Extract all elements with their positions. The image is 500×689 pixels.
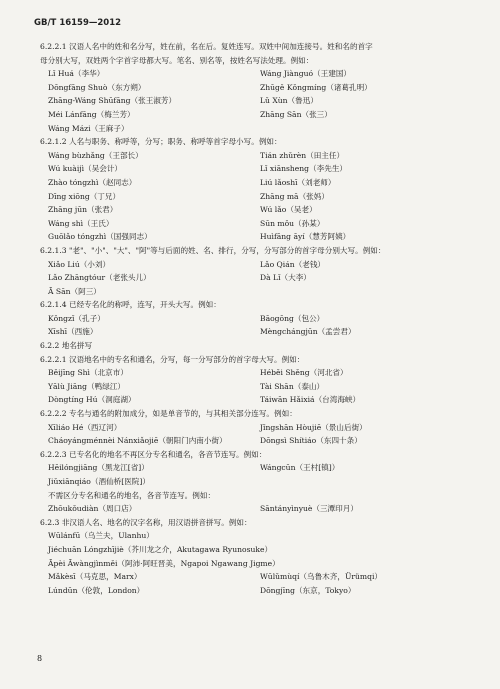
example-item: Dòngtíng Hú（洞庭湖） <box>48 395 136 405</box>
paragraph-line: 6.2.2.3 已专名化的地名不再区分专名和通名，各音节连写。例如： <box>40 449 267 459</box>
example-item: Lǐ xiānsheng（李先生） <box>260 164 348 174</box>
example-item: Dà Lǐ（大李） <box>260 273 311 283</box>
example-item: Wáng Jiànguó（王建国） <box>260 69 352 79</box>
example-item: Bāogōng（包公） <box>260 313 325 323</box>
example-item: Dōngjīng（东京，Tokyo） <box>260 585 356 595</box>
example-item: Jiǔxiānqiáo（酒仙桥[医院]） <box>48 477 150 486</box>
example-item: Dōngsì Shítiáo（东四十条） <box>260 436 362 446</box>
example-item: Guōlǎo tóngzhì（国强同志） <box>48 232 152 242</box>
example-item <box>252 475 470 489</box>
example-grid <box>40 502 470 516</box>
example-grid <box>40 312 470 339</box>
example-item: Sūn mǒu（孙某） <box>260 218 325 228</box>
paragraph-line: 6.2.3 非汉语人名、地名的汉字名称，用汉语拼音拼写。例如： <box>40 517 252 527</box>
example-item: Ā Sān（阿三） <box>48 286 101 296</box>
example-item: Běijīng Shì（北京市） <box>48 368 128 378</box>
example-item: Lǔ Xùn（鲁迅） <box>260 96 318 106</box>
example-item: Xiǎo Liú（小刘） <box>48 259 111 269</box>
example-item: Liú lǎoshī（刘老师） <box>260 177 336 187</box>
example-item: Zhāng-Wáng Shūfāng（张王淑芳） <box>48 96 177 106</box>
example-item: Méi Lánfāng（梅兰芳） <box>48 109 135 119</box>
paragraph-line: 6.2.1.3 "老"、"小"、"大"、"阿"等与后面的姓、名、排行，分写，分写部分的首字母分别大写。例如： <box>40 245 386 255</box>
example-item: Xīshī（西施） <box>48 327 98 337</box>
paragraph-line: 不需区分专名和通名的地名，各音节连写。例如： <box>48 490 216 500</box>
example-item: Wūlánfū（乌兰夫，Ulanhu） <box>48 531 154 541</box>
paragraph-line: 6.2.1.2 人名与职务、称呼等，分写；职务、称呼等首字母小写。例如： <box>40 137 282 147</box>
example-item: Hēilóngjiāng（黑龙江[省]） <box>48 463 149 473</box>
example-item: Jǐngshān Hòujiē（景山后街） <box>260 422 367 432</box>
paragraph-line: 6.2.2.2 专名与通名的附加成分，如是单音节的，与其相关部分连写。例如： <box>40 409 297 419</box>
example-item: Mǎkèsī（马克思，Marx） <box>48 572 142 582</box>
example-item: Huìfāng āyí（慧芳阿姨） <box>260 232 351 242</box>
example-item: Yālù Jiāng（鸭绿江） <box>48 381 125 391</box>
example-item: Táiwān Hǎixiá（台湾海峡） <box>260 395 361 405</box>
paragraph-line: 6.2.2.1 汉语地名中的专名和通名，分写，每一分写部分的首字母大写。例如： <box>40 354 305 364</box>
example-item: Cháoyángménnèi Nánxiǎojiē（朝阳门内南小街） <box>48 436 227 446</box>
standard-code-header: GB/T 16159—2012 <box>34 18 122 28</box>
example-item: Héběi Shěng（河北省） <box>260 368 348 378</box>
example-grid <box>40 149 470 244</box>
example-item: Zhāng Sān（张三） <box>260 109 332 119</box>
example-grid <box>40 461 470 488</box>
example-grid <box>40 67 470 135</box>
example-item: Wáng shì（王氏） <box>48 218 114 228</box>
example-item: Sāntányìnyuè（三潭印月） <box>260 504 358 514</box>
example-item: Jiéchuān Lóngzhījiè（芥川龙之介，Akutagawa Ryunosuke） <box>48 544 273 554</box>
example-item <box>252 122 470 136</box>
example-item: Mèngchángjūn（孟尝君） <box>260 327 356 337</box>
example-item: Zhào tóngzhì（赵同志） <box>48 177 137 187</box>
example-item <box>252 285 470 299</box>
example-grid <box>40 570 470 597</box>
example-item: Wángcūn（王村[镇]） <box>260 463 340 473</box>
example-item: Zhāng mā（张妈） <box>260 191 329 201</box>
example-item: Tián zhǔrèn（田主任） <box>260 150 345 160</box>
example-item: Āpèi Āwàngjìnměi（阿沛·阿旺晋美，Ngapoi Ngawang Jigme） <box>48 558 280 568</box>
paragraph-line: 6.2.1.4 已经专名化的称呼，连写，开头大写。例如： <box>40 300 221 310</box>
paragraph-line: 6.2.2 地名拼写 <box>40 341 93 351</box>
example-item: Xīliáo Hé（西辽河） <box>48 422 122 432</box>
paragraph-line: 母分别大写，双姓两个字首字母都大写。笔名、别名等，按姓名写法处理。例如： <box>40 55 314 65</box>
document-body <box>40 40 470 597</box>
example-grid <box>40 366 470 407</box>
example-item: Wáng bùzhǎng（王部长） <box>48 150 143 160</box>
example-grid <box>40 421 470 448</box>
example-item: Wú lǎo（吴老） <box>260 205 317 215</box>
example-item: Tài Shān（泰山） <box>260 381 325 391</box>
example-item: Dīng xiōng（丁兄） <box>48 191 121 201</box>
example-item: Zhāng jūn（张君） <box>48 205 118 215</box>
example-item: Lǎo Qián（老钱） <box>260 259 326 269</box>
example-item: Lúndūn（伦敦，London） <box>48 585 145 595</box>
example-grid <box>40 258 470 299</box>
example-item: Wáng Mázi（王麻子） <box>48 123 129 133</box>
example-item: Zhūgě Kǒngmíng（诸葛孔明） <box>260 82 372 92</box>
example-item: Lǎo Zhāngtóur（老张头儿） <box>48 273 151 283</box>
example-item: Kǒngzǐ（孔子） <box>48 313 105 323</box>
example-item: Zhōukǒudiàn（周口店） <box>48 504 137 514</box>
paragraph-line: 6.2.2.1 汉语人名中的姓和名分写，姓在前，名在后。复姓连写。双姓中间加连接号。姓和名的首字 <box>40 42 373 51</box>
example-item: Dōngfāng Shuò（东方朔） <box>48 82 146 92</box>
example-item: Wú kuàijì（吴会计） <box>48 164 123 174</box>
example-item: Lǐ Huá（李华） <box>48 69 105 79</box>
page-number: 8 <box>37 654 43 663</box>
example-item: Wūlǔmùqí（乌鲁木齐，Ürümqi） <box>260 572 382 582</box>
